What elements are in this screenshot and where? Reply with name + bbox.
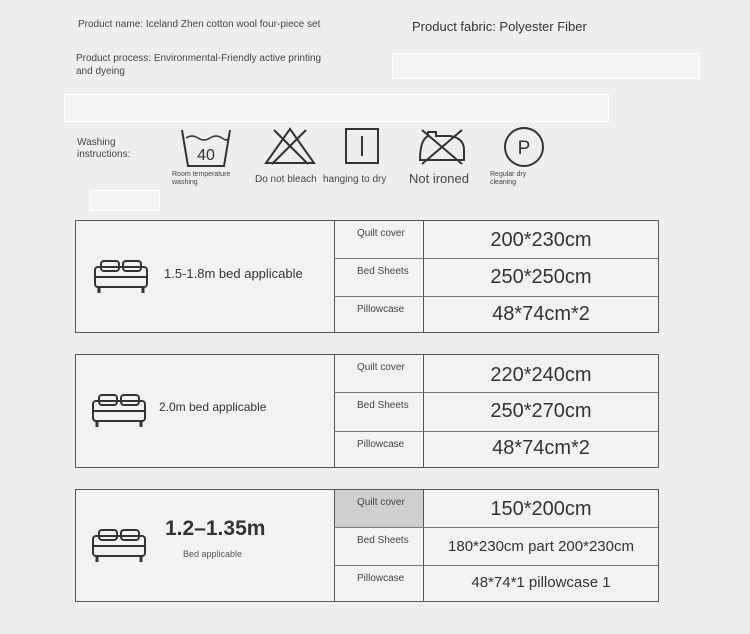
row-value-quilt: 200*230cm xyxy=(490,229,592,251)
row-value-sheets: 180*230cm part 200*230cm xyxy=(448,538,634,555)
size-table-1 xyxy=(75,220,659,333)
row-label-sheets: Bed Sheets xyxy=(334,393,424,431)
row-label-sheets: Bed Sheets xyxy=(334,259,424,296)
row-label-pillowcase: Pillowcase xyxy=(334,432,424,467)
row-label-quilt: Quilt cover xyxy=(334,355,424,392)
no-iron-caption: Not ironed xyxy=(409,171,469,186)
blank-field xyxy=(90,190,160,211)
no-bleach-caption: Do not bleach xyxy=(255,174,317,185)
bed-size-label: 1.5-1.8m bed applicable xyxy=(164,266,303,281)
bed-icon xyxy=(90,391,148,429)
row-value-sheets: 250*250cm xyxy=(490,266,592,288)
no-iron-icon xyxy=(416,126,468,166)
row-label-pillowcase: Pillowcase xyxy=(334,297,424,332)
product-process: Product process: Environmental-Friendly active printing and dyeing xyxy=(76,53,322,77)
product-name: Product name: Iceland Zhen cotton wool four-piece set xyxy=(78,19,321,30)
dry-clean-letter: P xyxy=(517,138,531,159)
size-table-3 xyxy=(75,489,659,602)
row-value-pillowcase: 48*74cm*2 xyxy=(492,437,590,459)
dry-clean-caption: Regular dry cleaning xyxy=(490,171,527,186)
wash-caption: Room temperature washing xyxy=(172,171,231,186)
wash-40-icon xyxy=(180,126,232,170)
row-label-pillowcase: Pillowcase xyxy=(334,566,424,601)
row-value-pillowcase: 48*74*1 pillowcase 1 xyxy=(471,574,611,591)
row-value-pillowcase: 48*74cm*2 xyxy=(492,303,590,325)
blank-field xyxy=(392,53,700,79)
wash-temp-label: 40 xyxy=(197,147,215,164)
washing-label: Washing instructions: xyxy=(77,137,131,160)
row-value-quilt: 150*200cm xyxy=(490,498,592,520)
bed-size-label: 2.0m bed applicable xyxy=(159,400,267,414)
hang-dry-caption: hanging to dry xyxy=(323,174,387,185)
row-label-quilt: Quilt cover xyxy=(334,490,424,527)
bed-icon xyxy=(90,526,148,564)
product-fabric: Product fabric: Polyester Fiber xyxy=(412,19,587,34)
bed-size-label: Bed applicable xyxy=(183,549,243,559)
blank-field xyxy=(64,94,609,122)
bed-icon xyxy=(92,257,150,295)
row-label-sheets: Bed Sheets xyxy=(334,528,424,565)
size-table-2 xyxy=(75,354,659,468)
row-value-quilt: 220*240cm xyxy=(490,364,592,386)
row-value-sheets: 250*270cm xyxy=(490,400,592,422)
bed-size-value: 1.2–1.35m xyxy=(165,517,266,540)
no-bleach-icon xyxy=(264,126,316,166)
hang-dry-icon xyxy=(344,127,380,165)
row-label-quilt: Quilt cover xyxy=(334,221,424,258)
dry-clean-icon xyxy=(503,126,545,168)
